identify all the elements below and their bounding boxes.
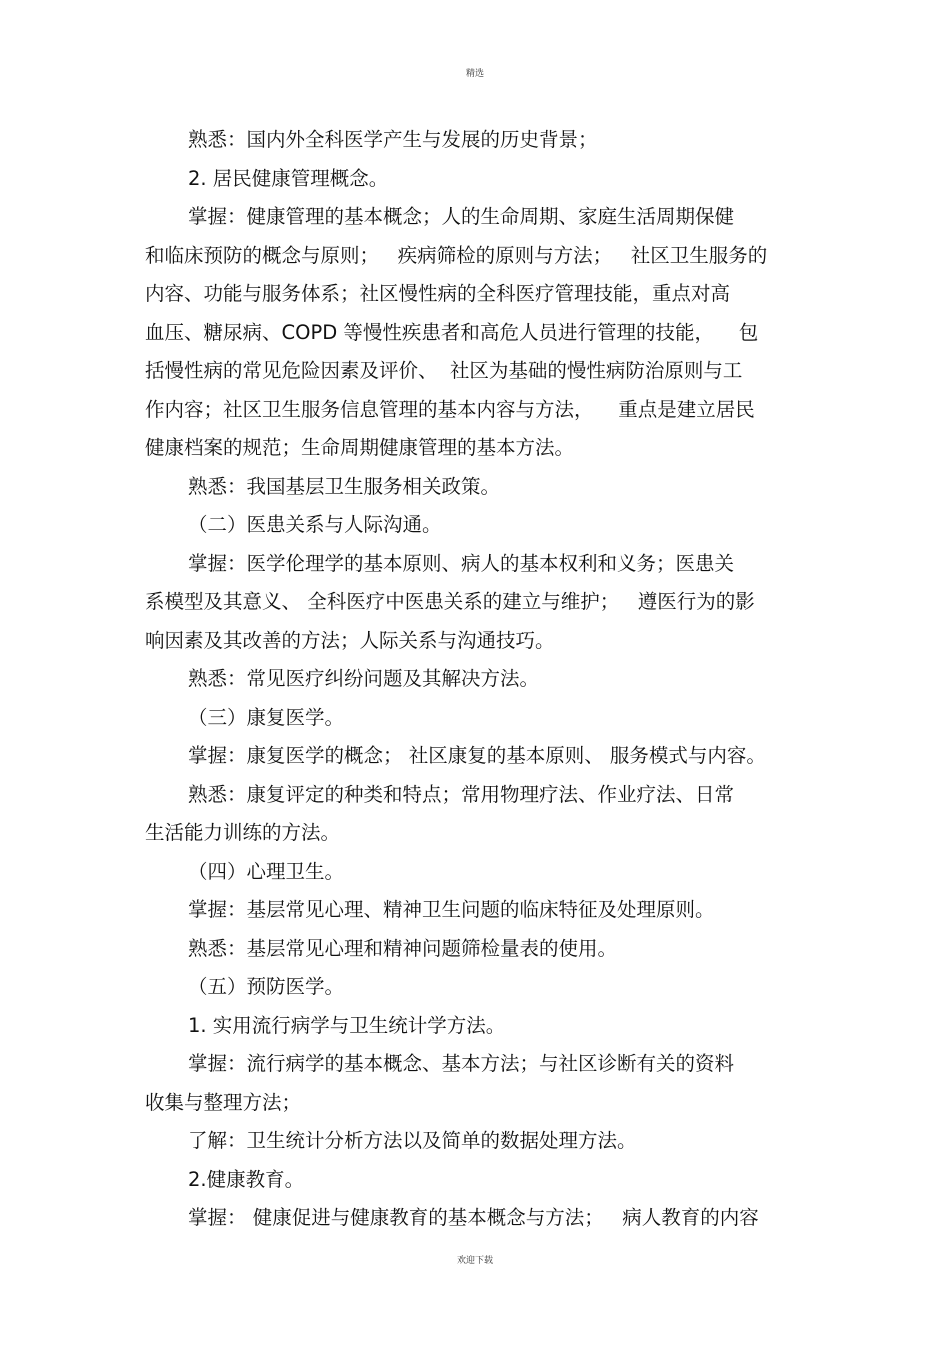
section-heading: （五）预防医学。 [188,975,345,998]
paragraph-line: 健康档案的规范；生命周期健康管理的基本方法。 [145,436,575,459]
paragraph-line: 熟悉：我国基层卫生服务相关政策。 [188,474,501,498]
section-heading: 1. 实用流行病学与卫生统计学方法。 [188,1013,506,1037]
paragraph-line: 掌握：基层常见心理、精神卫生问题的临床特征及处理原则。 [188,898,715,921]
paragraph-line: 熟悉：基层常见心理和精神问题筛检量表的使用。 [188,936,618,960]
paragraph-line: 括慢性病的常见危险因素及评价、 社区为基础的慢性病防治原则与工 [145,359,743,382]
paragraph-line: 熟悉：国内外全科医学产生与发展的历史背景； [188,128,598,151]
paragraph-line: 生活能力训练的方法。 [145,821,341,844]
paragraph-line: 血压、糖尿病、COPD 等慢性疾患者和高危人员进行管理的技能， 包 [145,320,759,344]
paragraph-line: 作内容；社区卫生服务信息管理的基本内容与方法， 重点是建立居民 [145,397,755,421]
paragraph-line: 和临床预防的概念与原则； 疾病筛检的原则与方法； 社区卫生服务的 [145,243,768,267]
paragraph-line: 收集与整理方法； [145,1090,302,1114]
paragraph-line: 响因素及其改善的方法；人际关系与沟通技巧。 [145,628,555,652]
paragraph-line: 内容、功能与服务体系；社区慢性病的全科医疗管理技能，重点对高 [145,282,731,305]
paragraph-line: 熟悉：常见医疗纠纷问题及其解决方法。 [188,667,540,690]
paragraph-line: 掌握： 健康促进与健康教育的基本概念与方法； 病人教育的内容 [188,1206,759,1229]
document-body [145,121,825,1238]
paragraph-line: 熟悉：康复评定的种类和特点；常用物理疗法、作业疗法、日常 [188,782,735,806]
paragraph-line: 系模型及其意义、 全科医疗中医患关系的建立与维护； 遵医行为的影 [145,590,755,613]
paragraph-line: 掌握：康复医学的概念； 社区康复的基本原则、 服务模式与内容。 [188,744,766,767]
paragraph-line: 掌握：流行病学的基本概念、基本方法；与社区诊断有关的资料 [188,1052,735,1075]
section-heading: 2.健康教育。 [188,1167,305,1191]
paragraph-line: 掌握：健康管理的基本概念；人的生命周期、家庭生活周期保健 [188,205,735,228]
section-heading: （二）医患关系与人际沟通。 [188,513,442,536]
page-header: 精选 [465,69,484,79]
paragraph-line: 了解：卫生统计分析方法以及简单的数据处理方法。 [188,1129,637,1152]
section-heading: （三）康复医学。 [188,705,345,729]
page-footer: 欢迎下载 [456,1256,493,1266]
section-heading: （四）心理卫生。 [188,859,345,883]
paragraph-line: 掌握：医学伦理学的基本原则、病人的基本权利和义务；医患关 [188,551,735,575]
section-heading: 2. 居民健康管理概念。 [188,166,389,190]
